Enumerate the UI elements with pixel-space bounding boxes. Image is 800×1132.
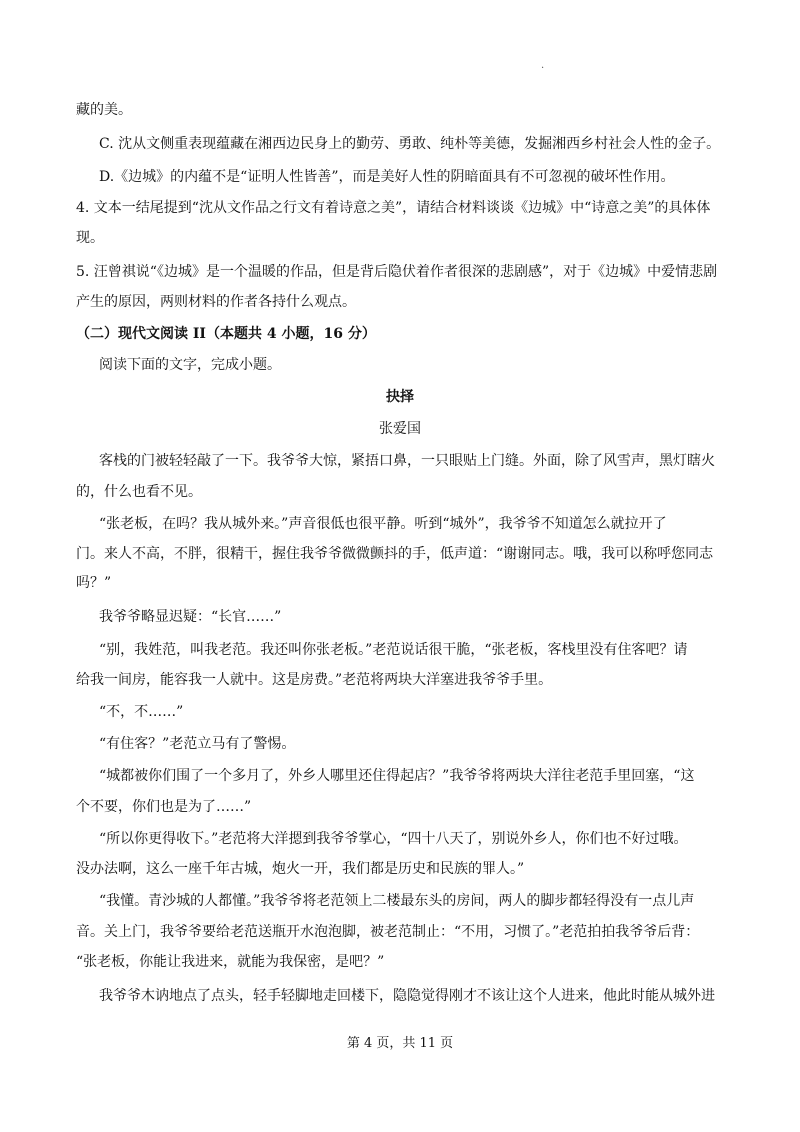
paragraph-line: “张老板，你能让我进来，就能为我保密，是吧？” bbox=[76, 954, 385, 970]
paragraph-line: “不，不……” bbox=[99, 704, 184, 720]
question-4-cont: 现。 bbox=[76, 230, 104, 246]
header-mark: . bbox=[541, 60, 545, 71]
question-5-cont: 产生的原因，两则材料的作者各持什么观点。 bbox=[76, 294, 356, 310]
paragraph-line: “别，我姓范，叫我老范。我还叫你张老板。”老范说话很干脆，“张老板，客栈里没有住客吧？请 bbox=[99, 642, 688, 658]
paragraph-line: “城都被你们围了一个多月了，外乡人哪里还住得起店？”我爷爷将两块大洋往老范手里回塞，“这 bbox=[99, 768, 695, 784]
question-4: 4. 文本一结尾提到“沈从文作品之行文有着诗意之美”，请结合材料谈谈《边城》中“诗意之美”的具体体 bbox=[76, 200, 711, 216]
paragraph-line: 音。关上门，我爷爷要给老范送瓶开水泡泡脚，被老范制止：“不用，习惯了。”老范拍拍我爷爷后背： bbox=[76, 924, 700, 940]
paragraph-line: 的，什么也看不见。 bbox=[76, 484, 202, 500]
page-footer: 第 4 页，共 11 页 bbox=[346, 1036, 454, 1051]
paragraph-line: 没办法啊，这么一座千年古城，炮火一开，我们都是历史和民族的罪人。” bbox=[76, 861, 525, 877]
paragraph-line: 客栈的门被轻轻敲了一下。我爷爷大惊，紧捂口鼻，一只眼贴上门缝。外面，除了风雪声，黑灯瞎火 bbox=[99, 453, 715, 469]
option-d: D.《边城》的内蕴不是“证明人性皆善”，而是美好人性的阴暗面具有不可忽视的破坏性作用。 bbox=[99, 169, 675, 185]
story-title: 抉择 bbox=[386, 389, 414, 405]
paragraph-line: “有住客？”老范立马有了警惕。 bbox=[99, 736, 296, 752]
paragraph-line: 我爷爷略显迟疑：“长官……” bbox=[99, 609, 282, 625]
paragraph-line: 给我一间房，能容我一人就中。这是房费。”老范将两块大洋塞进我爷爷手里。 bbox=[76, 672, 553, 688]
paragraph-line: “我懂。青沙城的人都懂。”我爷爷将老范领上二楼最东头的房间，两人的脚步都轻得没有一点儿声 bbox=[99, 893, 695, 909]
section-heading: （二）现代文阅读 II（本题共 4 小题，16 分） bbox=[76, 326, 376, 342]
paragraph-line: 吗？” bbox=[76, 575, 112, 591]
story-author: 张爱国 bbox=[379, 421, 421, 437]
option-c: C. 沈从文侧重表现蕴藏在湘西边民身上的勤劳、勇敢、纯朴等美德，发掘湘西乡村社会人性的金子。 bbox=[99, 136, 721, 152]
paragraph-line: 个不要，你们也是为了……” bbox=[76, 799, 252, 815]
paragraph-line: 我爷爷木讷地点了点头，轻手轻脚地走回楼下，隐隐觉得刚才不该让这个人进来，他此时能从城外进 bbox=[99, 988, 715, 1004]
paragraph-line: “所以你更得收下。”老范将大洋摁到我爷爷掌心，“四十八天了，别说外乡人，你们也不好过哦。 bbox=[99, 831, 688, 847]
paragraph-line: “张老板，在吗？我从城外来。”声音很低也很平静。听到“城外”，我爷爷不知道怎么就拉开了 bbox=[99, 516, 667, 532]
paragraph-line: 门。来人不高，不胖，很精干，握住我爷爷微微颤抖的手，低声道：“谢谢同志。哦，我可以称呼您同志 bbox=[76, 546, 714, 562]
question-5: 5. 汪曾祺说“《边城》是一个温暖的作品，但是背后隐伏着作者很深的悲剧感”，对于《边城》中爱情悲剧 bbox=[76, 264, 718, 280]
instruction-text: 阅读下面的文字，完成小题。 bbox=[99, 357, 281, 373]
text-line: 藏的美。 bbox=[76, 102, 132, 118]
